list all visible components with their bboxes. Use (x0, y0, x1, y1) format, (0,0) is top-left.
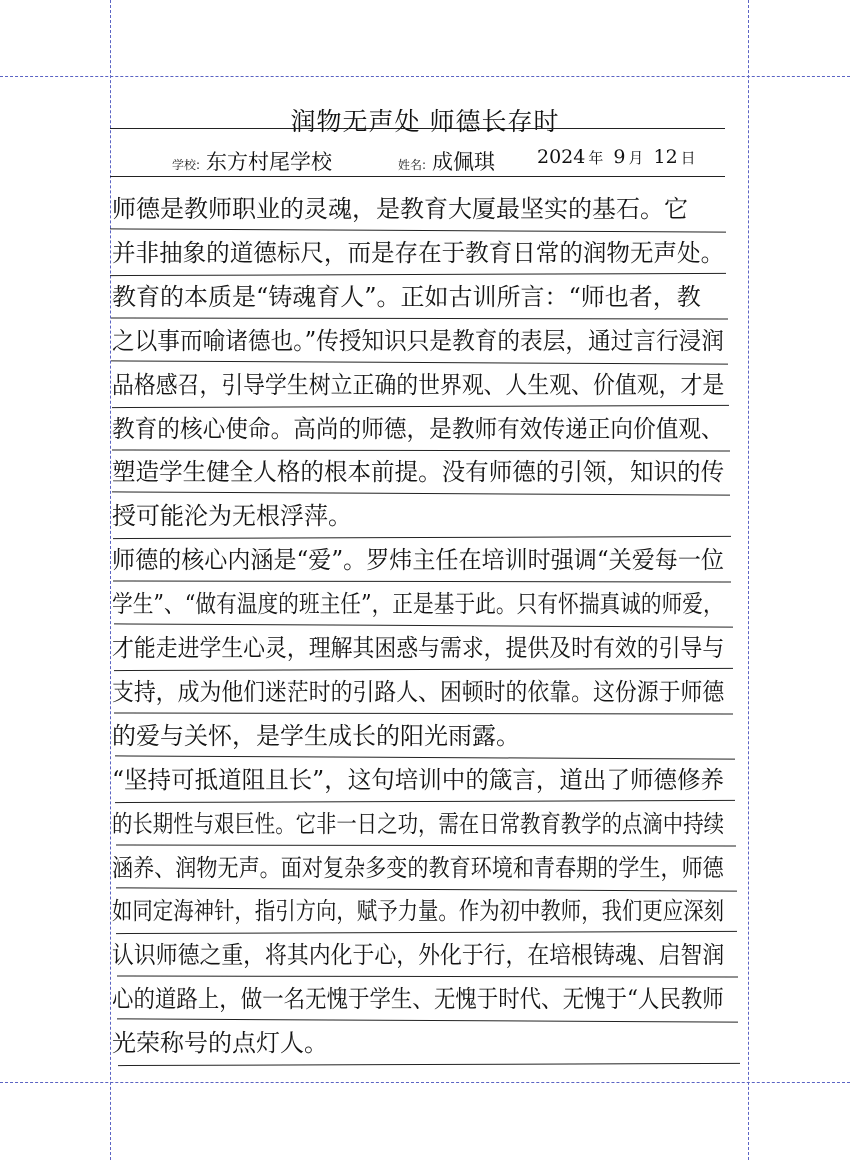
rule-line (114, 668, 733, 671)
essay-line (112, 234, 728, 272)
essay-line-text: “坚持可抵道阻且长”，这句培训中的箴言，道出了师德修养 (112, 765, 725, 794)
date-year: 2024 (537, 146, 586, 168)
rule-line (114, 623, 733, 627)
essay-line (112, 936, 728, 974)
rule-line (117, 976, 738, 978)
essay-line (112, 410, 728, 448)
essay-line (112, 453, 728, 491)
essay-line-text: 授可能沦为无根浮萍。 (112, 502, 352, 531)
essay-line-text: 并非抽象的道德标尺，而是存在于教育日常的润物无声处。 (112, 238, 725, 267)
date-day-unit: 日 (680, 149, 696, 167)
essay-line-text: 师德是教师职业的灵魂，是教育大厦最坚实的基石。它 (112, 195, 688, 223)
essay-line-text: 师德的核心内涵是“爱”。罗炜主任在培训时强调“关爱每一位 (112, 546, 724, 575)
essay-line (112, 278, 728, 316)
essay-line-text: 如同定海神针，指引方向，赋予力量。作为初中教师，我们更应深刻 (112, 897, 724, 926)
cut-guide-left (110, 0, 111, 1160)
rule-line (112, 492, 730, 496)
essay-line-text: 的长期性与艰巨性。它非一日之功，需在日常教育教学的点滴中持续 (112, 809, 724, 838)
date-month: 9 (613, 146, 626, 168)
essay-line-text: 光荣称号的点灯人。 (112, 1029, 328, 1058)
rule-line (115, 800, 735, 803)
school-label: 学校: (172, 158, 201, 172)
essay-line-text: 心的道路上，做一名无愧于学生、无愧于时代、无愧于“人民教师 (112, 985, 724, 1014)
essay-line-text: 塑造学生健全人格的根本前提。没有师德的引领，知识的传 (112, 458, 725, 487)
essay-line (112, 585, 728, 623)
rule-line (116, 887, 737, 891)
essay-line-text: 的爱与关怀，是学生成长的阳光雨露。 (112, 721, 520, 750)
essay-line (112, 892, 728, 930)
date-year-unit: 年 (588, 149, 604, 167)
essay-line-text: 认识师德之重，将其内化于心，外化于行，在培根铸魂、启智润 (112, 941, 725, 970)
essay-line (112, 1024, 728, 1062)
essay-line-text: 学生”、“做有温度的班主任”，正是基于此。只有怀揣真诚的师爱， (112, 590, 724, 619)
essay-line (112, 629, 728, 667)
essay-line-text: 教育的核心使命。高尚的师德，是教师有效传递正向价值观、 (112, 414, 724, 443)
rule-line (111, 317, 728, 319)
essay-line-text: 才能走进学生心灵，理解其困惑与需求，提供及时有效的引导与 (112, 634, 725, 662)
essay-line-text: 涵养、润物无声。面对复杂多变的教育环境和青春期的学生，师德 (112, 853, 724, 882)
cut-guide-right (748, 0, 749, 1160)
rule-line (113, 581, 731, 583)
rule-line (110, 228, 726, 232)
essay-line (112, 761, 728, 799)
name-field (398, 146, 495, 176)
school-value: 东方村尾学校 (206, 150, 333, 174)
essay-line (112, 497, 728, 535)
rule-line (116, 844, 736, 846)
rule-line (118, 1063, 740, 1066)
essay-line (112, 673, 728, 711)
essay-line-text: 教育的本质是“铸魂育人”。正如古训所言：“师也者，教 (112, 282, 701, 311)
essay-line (112, 805, 728, 843)
essay-line-text: 之以事而喻诸德也。”传授知识只是教育的表层，通过言行浸润 (112, 326, 724, 355)
essay-line (112, 717, 728, 755)
rule-line (112, 405, 729, 408)
cut-guide-bottom (0, 1082, 850, 1083)
rule-line (117, 1019, 738, 1023)
date-month-unit: 月 (628, 149, 644, 167)
rule-line (115, 755, 735, 759)
rule-line (113, 536, 731, 539)
rule-line (114, 712, 733, 714)
rule-line (110, 273, 726, 276)
name-value: 成佩琪 (432, 150, 496, 174)
date-field (537, 146, 706, 168)
rule-line (110, 128, 725, 129)
rule-line (110, 176, 725, 177)
essay-line (112, 980, 728, 1018)
date-day: 12 (653, 146, 678, 168)
essay-line-text: 支持，成为他们迷茫时的引路人、困顿时的依靠。这份源于师德 (112, 677, 725, 706)
essay-line (112, 190, 728, 228)
essay-line (112, 366, 728, 404)
essay-line (112, 541, 728, 579)
essay-line-text: 品格感召，引导学生树立正确的世界观、人生观、价值观，才是 (112, 370, 725, 399)
rule-line (111, 360, 728, 364)
essay-title: 润物无声处 师德长存时 (290, 107, 560, 136)
essay-line (112, 322, 728, 360)
name-label: 姓名: (398, 158, 427, 172)
cut-guide-top (0, 76, 850, 77)
essay-line (112, 849, 728, 887)
rule-line (116, 931, 737, 934)
rule-line (112, 449, 730, 451)
school-field (172, 146, 332, 176)
